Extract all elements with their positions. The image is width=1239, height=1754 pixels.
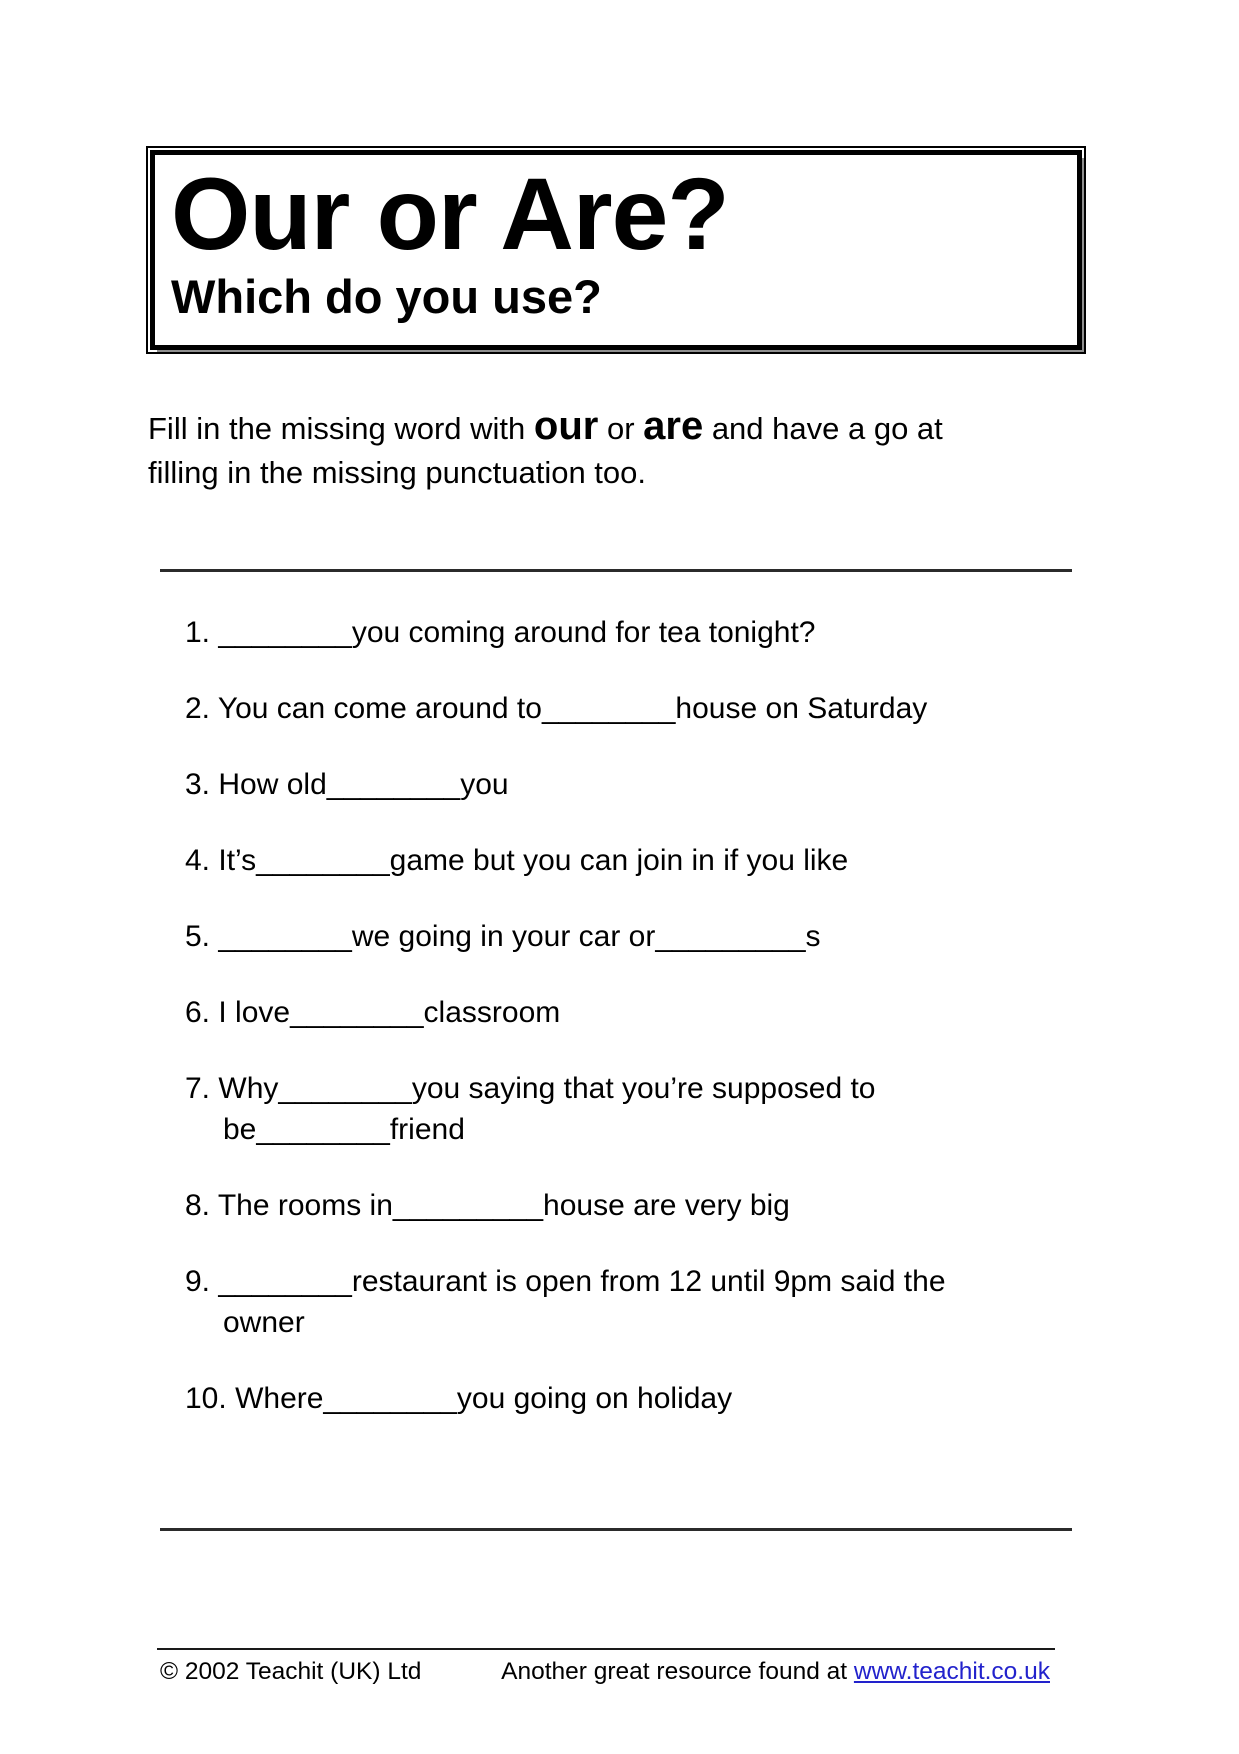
- question-item-9: [185, 1261, 1025, 1343]
- question-item-10: [185, 1378, 1025, 1419]
- question-item-8: [185, 1185, 1025, 1226]
- question-number: 6.: [185, 996, 211, 1029]
- question-number: 9.: [185, 1265, 211, 1298]
- instructions-word-are: are: [643, 404, 704, 448]
- question-item-5: [185, 916, 1025, 957]
- question-number: 10.: [185, 1382, 227, 1415]
- footer: [160, 1658, 1050, 1686]
- question-text-line2: owner: [223, 1306, 305, 1339]
- instructions-part1: Fill in the missing word with: [148, 411, 534, 446]
- divider-bottom: [160, 1528, 1072, 1531]
- instructions: [148, 404, 1008, 495]
- question-text: ________we going in your car or_________s: [218, 920, 821, 953]
- instructions-part2: or: [598, 411, 644, 446]
- copyright-text: © 2002 Teachit (UK) Ltd: [160, 1658, 422, 1685]
- instructions-part3: and have a go at filling in the missing punctuation too.: [148, 411, 943, 490]
- question-text: Where________you going on holiday: [235, 1382, 733, 1415]
- question-text: ________you coming around for tea tonight?: [218, 616, 816, 649]
- question-item-6: [185, 992, 1025, 1033]
- question-text: ________restaurant is open from 12 until 9pm said the: [218, 1265, 946, 1298]
- question-text-line2: be________friend: [223, 1113, 465, 1146]
- question-number: 5.: [185, 920, 211, 953]
- resource-text: [501, 1658, 1050, 1686]
- question-number: 1.: [185, 616, 211, 649]
- question-text: The rooms in_________house are very big: [217, 1189, 790, 1222]
- question-number: 3.: [185, 768, 211, 801]
- question-number: 8.: [185, 1189, 211, 1222]
- question-item-2: [185, 688, 1025, 729]
- title-box: [150, 150, 1082, 350]
- question-item-3: [185, 764, 1025, 805]
- footer-rule: [157, 1648, 1055, 1650]
- question-item-4: [185, 840, 1025, 881]
- question-number: 4.: [185, 844, 211, 877]
- page-subtitle: Which do you use?: [171, 270, 602, 324]
- question-text: It’s________game but you can join in if you like: [218, 844, 849, 877]
- question-text: I love________classroom: [218, 996, 561, 1029]
- question-number: 7.: [185, 1072, 211, 1105]
- instructions-word-our: our: [533, 404, 599, 448]
- question-item-7: [185, 1068, 1025, 1150]
- question-item-1: [185, 612, 1025, 653]
- question-number: 2.: [185, 692, 211, 725]
- divider-top: [160, 569, 1072, 572]
- page-title: Our or Are?: [171, 157, 729, 271]
- teachit-link[interactable]: www.teachit.co.uk: [853, 1658, 1050, 1685]
- question-text: Why________you saying that you’re supposed to: [218, 1072, 876, 1105]
- question-list: [185, 612, 1025, 1454]
- question-text: You can come around to________house on Saturday: [217, 692, 928, 725]
- question-text: How old________you: [218, 768, 509, 801]
- resource-prefix: Another great resource found at: [501, 1658, 854, 1685]
